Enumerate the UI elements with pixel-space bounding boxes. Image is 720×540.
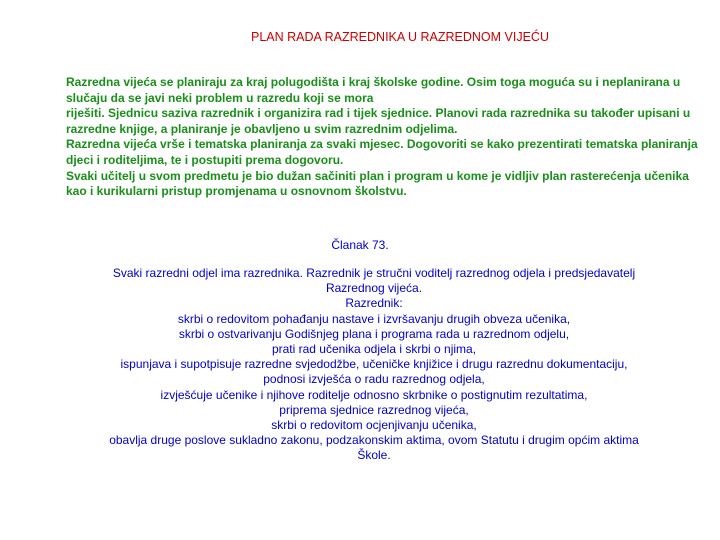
intro-line: Svaki učitelj u svom predmetu je bio dužan sačiniti plan i program u kome je vidljiv plan rasterećenja učenika [66, 168, 689, 183]
article-line: podnosi izvješća o radu razrednog odjela, [263, 372, 485, 387]
article-line: Razrednog vijeća. [325, 281, 423, 296]
intro-line: riješiti. Sjednicu saziva razrednik i organizira rad i tijek sjednice. Planovi rada razrednika su također upisani u [66, 106, 691, 121]
intro-line: Razredna vijeća se planiraju za kraj polugodišta i kraj školske godine. Osim toga moguća su i neplanirana u [66, 75, 681, 89]
intro-line: Razredna vijeća vrše i tematska planiranja za svaki mjesec. Dogovoriti se kako prezentirati tematska planiranja [66, 137, 698, 152]
article-line: priprema sjednice razrednog vijeća, [279, 402, 469, 417]
article-line: prati rad učenika odjela i skrbi o njima, [271, 342, 477, 357]
document-title: PLAN RADA RAZREDNIKA U RAZREDNOM VIJEĆU [251, 30, 549, 44]
article-line: obavlja druge poslove sukladno zakonu, podzakonskim aktima, ovom Statutu i drugim općim aktima [109, 433, 639, 448]
article-line: izvješćuje učenike i njihove roditelje odnosno skrbnike o postignutim rezultatima, [160, 387, 588, 402]
intro-line: slučaju da se javi neki problem u razredu koji se mora [66, 90, 374, 105]
article-line: Razrednik: [345, 296, 403, 311]
article-line: skrbi o ostvarivanju Godišnjeg plana i programa rada u razrednom odjelu, [178, 326, 570, 341]
intro-line: kao i kurikularni pristup promjenama u osnovnom školstvu. [66, 184, 407, 199]
intro-paragraph [66, 75, 706, 200]
article-line: Škole. [357, 448, 391, 463]
article-line: skrbi o redovitom ocjenjivanju učenika, [271, 418, 477, 433]
article-line: Svaki razredni odjel ima razrednika. Razrednik je stručni voditelj razrednog odjela i predsjedavatelj [112, 266, 636, 280]
article-line: skrbi o redovitom pohađanju nastave i izvršavanju drugih obveza učenika, [177, 311, 571, 326]
article-heading: Članak 73. [331, 238, 389, 252]
intro-line: djeci i roditeljima, te i postupiti prema dogovoru. [66, 152, 344, 167]
intro-line: razredne knjige, a planiranje je obavljeno u svim razrednim odjelima. [66, 121, 458, 136]
article-body [0, 266, 720, 464]
article-line: ispunjava i supotpisuje razredne svjedodžbe, učeničke knjižice i drugu razrednu dokumentaciju, [120, 357, 628, 372]
